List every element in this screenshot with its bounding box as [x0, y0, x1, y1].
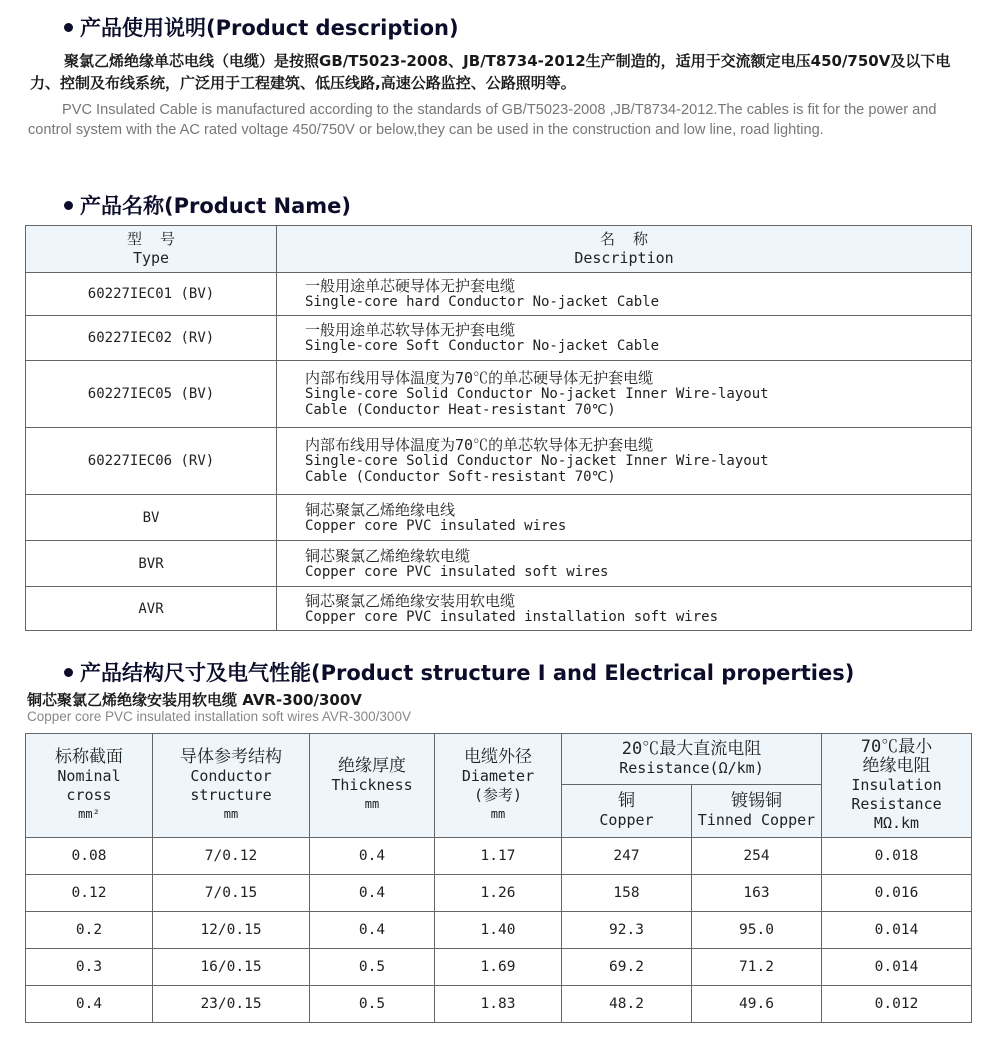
- cross-header: [26, 734, 153, 838]
- type-cell: 60227IEC05 (BV): [26, 361, 277, 428]
- thickness-cell: 0.4: [310, 875, 435, 912]
- thickness-cell: 0.4: [310, 912, 435, 949]
- structure-header-cn: 导体参考结构: [180, 746, 282, 767]
- description-header: [277, 226, 972, 273]
- structure-cell: 7/0.12: [153, 838, 310, 875]
- table-row: [26, 541, 972, 587]
- cross-cell: 0.08: [26, 838, 153, 875]
- description-cn: 铜芯聚氯乙烯绝缘安装用软电缆: [305, 591, 516, 610]
- description-en: Copper core PVC insulated installation soft wires: [305, 608, 719, 625]
- thickness-cell: 0.4: [310, 838, 435, 875]
- table-header-row: [26, 734, 972, 785]
- table-row: [26, 361, 972, 428]
- type-cell: 60227IEC06 (RV): [26, 428, 277, 495]
- copper-cell: 92.3: [562, 912, 692, 949]
- tinned-copper-cell: 163: [692, 875, 822, 912]
- structure-header-en1: Conductor: [190, 766, 272, 785]
- description-cell: [277, 587, 972, 631]
- copper-header-cn: 铜: [618, 791, 635, 811]
- diameter-header-unit: mm: [490, 806, 506, 821]
- diameter-cell: 1.26: [435, 875, 562, 912]
- structure-cell: 7/0.15: [153, 875, 310, 912]
- insulation-header-cn1: 70℃最小: [860, 737, 933, 757]
- tinned-copper-cell: 95.0: [692, 912, 822, 949]
- tinned-copper-header: [692, 785, 822, 838]
- insulation-cell: 0.016: [822, 875, 972, 912]
- description-header-cn: 名 称: [599, 230, 649, 248]
- copper-cell: 247: [562, 838, 692, 875]
- diameter-header-cn: 电缆外径: [464, 746, 532, 767]
- structure-cell: 12/0.15: [153, 912, 310, 949]
- insulation-header: [822, 734, 972, 838]
- description-cell: [277, 428, 972, 495]
- thickness-cell: 0.5: [310, 986, 435, 1023]
- tinned-copper-header-cn: 镀锡铜: [731, 791, 782, 811]
- tinned-copper-cell: 254: [692, 838, 822, 875]
- diameter-header-ref: (参考): [473, 785, 523, 804]
- description-cn: 内部布线用导体温度为70℃的单芯软导体无护套电缆: [305, 436, 654, 454]
- bullet-icon: [64, 668, 73, 677]
- copper-header-en: Copper: [599, 811, 654, 829]
- copper-cell: 69.2: [562, 949, 692, 986]
- description-en2: Cable (Conductor Soft-resistant 70℃): [305, 469, 616, 485]
- insulation-cell: 0.014: [822, 949, 972, 986]
- description-header-en: Description: [574, 249, 674, 267]
- insulation-cell: 0.012: [822, 986, 972, 1023]
- table-row: [26, 316, 972, 361]
- description-en: Single-core hard Conductor No-jacket Cable: [305, 294, 660, 310]
- description-en: Single-core Soft Conductor No-jacket Cable: [305, 338, 660, 354]
- section-title-description: 产品使用说明(Product description): [64, 12, 459, 42]
- table-row: [26, 587, 972, 631]
- description-cn: 一般用途单芯硬导体无护套电缆: [305, 277, 516, 295]
- copper-cell: 48.2: [562, 986, 692, 1023]
- description-en: Single-core Solid Conductor No-jacket Inner Wire-layout: [305, 453, 769, 469]
- table-row: [26, 428, 972, 495]
- type-header-en: Type: [132, 249, 170, 267]
- structure-table: [25, 733, 972, 1023]
- thickness-header-en: Thickness: [331, 776, 413, 794]
- subtitle-en: Copper core PVC insulated installation soft wires AVR-300/300V: [27, 709, 411, 724]
- tinned-copper-cell: 71.2: [692, 949, 822, 986]
- diameter-cell: 1.40: [435, 912, 562, 949]
- cross-header-en1: Nominal: [57, 766, 121, 785]
- diameter-header: [435, 734, 562, 838]
- thickness-header-unit: mm: [364, 797, 380, 811]
- bullet-icon: [64, 201, 73, 210]
- resistance-header-cn: 20℃最大直流电阻: [621, 739, 762, 759]
- description-en2: Cable (Conductor Heat-resistant 70℃): [305, 402, 616, 418]
- thickness-cell: 0.5: [310, 949, 435, 986]
- description-cell: [277, 273, 972, 316]
- type-cell: AVR: [26, 587, 277, 631]
- subtitle-cn: 铜芯聚氯乙烯绝缘安装用软电缆 AVR-300/300V: [27, 691, 362, 709]
- structure-cell: 23/0.15: [153, 986, 310, 1023]
- bullet-icon: [64, 23, 73, 32]
- description-cn: 内部布线用导体温度为70℃的单芯硬导体无护套电缆: [305, 369, 654, 387]
- type-cell: BV: [26, 495, 277, 541]
- description-cn: 聚氯乙烯绝缘单芯电线（电缆）是按照GB/T5023-2008、JB/T8734-2012生产制造的，适用于交流额定电压450/750V及以下电力、控制及布线系统，广泛用于工程建筑、低压线路,高速公路监控、公路照明等。: [30, 52, 951, 92]
- section-title-product-name: 产品名称(Product Name): [64, 190, 351, 220]
- description-cell: [277, 495, 972, 541]
- description-cn: 一般用途单芯软导体无护套电缆: [305, 321, 516, 339]
- table-row: [26, 912, 972, 949]
- tinned-copper-cell: 49.6: [692, 986, 822, 1023]
- type-cell: BVR: [26, 541, 277, 587]
- cross-cell: 0.12: [26, 875, 153, 912]
- insulation-cell: 0.018: [822, 838, 972, 875]
- table-header-row: [26, 226, 972, 273]
- description-en: Single-core Solid Conductor No-jacket Inner Wire-layout: [305, 386, 769, 402]
- table-row: [26, 986, 972, 1023]
- diameter-cell: 1.69: [435, 949, 562, 986]
- cross-header-unit: mm²: [78, 806, 100, 821]
- table-row: [26, 875, 972, 912]
- table-row: [26, 838, 972, 875]
- insulation-header-en2: Resistance: [851, 795, 942, 813]
- insulation-header-cn2: 绝缘电阻: [862, 756, 931, 776]
- cross-cell: 0.2: [26, 912, 153, 949]
- structure-cell: 16/0.15: [153, 949, 310, 986]
- table-row: [26, 949, 972, 986]
- section-title-structure: 产品结构尺寸及电气性能(Product structure Ⅰ and Electrical properties): [64, 657, 854, 687]
- type-cell: 60227IEC02 (RV): [26, 316, 277, 361]
- thickness-header: [310, 734, 435, 838]
- description-cn: 铜芯聚氯乙烯绝缘软电缆: [305, 546, 471, 565]
- structure-header: [153, 734, 310, 838]
- structure-header-en2: structure: [190, 785, 272, 804]
- diameter-cell: 1.17: [435, 838, 562, 875]
- copper-header: [562, 785, 692, 838]
- table-row: [26, 273, 972, 316]
- description-en: Copper core PVC insulated soft wires: [305, 563, 609, 580]
- diameter-cell: 1.83: [435, 986, 562, 1023]
- type-cell: 60227IEC01 (BV): [26, 273, 277, 316]
- description-cell: [277, 541, 972, 587]
- copper-cell: 158: [562, 875, 692, 912]
- diameter-header-en: Diameter: [461, 766, 535, 785]
- description-en: Copper core PVC insulated wires: [305, 517, 567, 534]
- resistance-header: [562, 734, 822, 785]
- description-cn: 铜芯聚氯乙烯绝缘电线: [305, 500, 456, 519]
- cross-cell: 0.4: [26, 986, 153, 1023]
- table-row: [26, 495, 972, 541]
- insulation-cell: 0.014: [822, 912, 972, 949]
- cross-header-cn: 标称截面: [55, 746, 123, 767]
- product-name-table: [25, 225, 972, 631]
- type-header: [26, 226, 277, 273]
- description-en: PVC Insulated Cable is manufactured according to the standards of GB/T5023-2008 ,JB/T8734-2012.The cables is fit for the power and control system with the AC rated voltage 450/750V or below,they can be used in the construction and low line, road lighting.: [28, 102, 937, 138]
- description-cell: [277, 361, 972, 428]
- thickness-header-cn: 绝缘厚度: [338, 756, 406, 776]
- insulation-header-en1: Insulation: [851, 776, 942, 794]
- cross-header-en2: cross: [66, 785, 112, 804]
- resistance-header-en: Resistance(Ω/km): [619, 759, 764, 777]
- description-cell: [277, 316, 972, 361]
- insulation-header-unit: MΩ.km: [873, 814, 920, 832]
- tinned-copper-header-en: Tinned Copper: [697, 811, 816, 829]
- structure-header-unit: mm: [223, 806, 239, 821]
- type-header-cn: 型 号: [126, 230, 176, 248]
- cross-cell: 0.3: [26, 949, 153, 986]
